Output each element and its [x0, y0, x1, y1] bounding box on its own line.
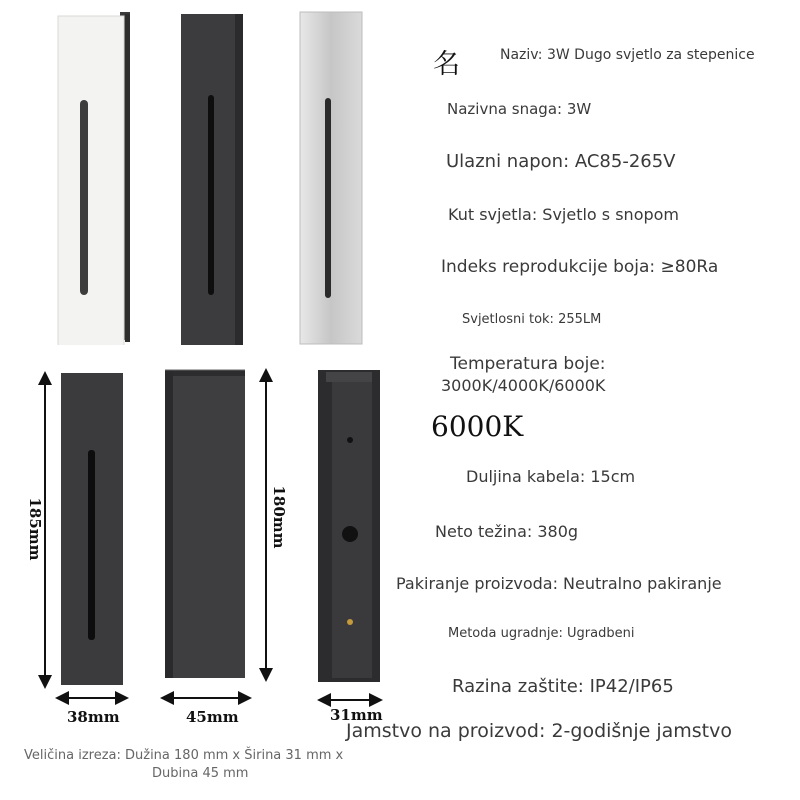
cutout-size-line1: Veličina izreza: Dužina 180 mm x Širina 31 mm x	[24, 748, 344, 763]
white-light-product-image	[50, 10, 150, 345]
back-view-drawing	[312, 362, 392, 717]
width-front-label: 38mm	[67, 708, 120, 726]
spec-temp-highlight: 6000K	[431, 410, 524, 443]
spec-weight: Neto težina: 380g	[435, 522, 579, 541]
height-side-label: 180mm	[270, 485, 288, 549]
spec-warranty: Jamstvo na proizvod: 2-godišnje jamstvo	[346, 720, 733, 742]
spec-cable: Duljina kabela: 15cm	[466, 467, 636, 486]
front-view-drawing	[30, 360, 140, 715]
spec-power: Nazivna snaga: 3W	[447, 100, 592, 118]
side-view-drawing	[155, 360, 280, 720]
spec-beam: Kut svjetla: Svjetlo s snopom	[448, 205, 680, 224]
name-glyph: 名	[433, 49, 460, 80]
silver-light-product-image	[295, 10, 370, 345]
spec-flux: Svjetlosni tok: 255LM	[462, 312, 602, 327]
spec-temp-line2: 3000K/4000K/6000K	[441, 376, 606, 395]
width-back-label: 31mm	[330, 706, 383, 724]
spec-temp-line1: Temperatura boje:	[450, 354, 606, 374]
height-front-label: 185mm	[26, 497, 44, 561]
spec-mounting: Metoda ugradnje: Ugradbeni	[448, 626, 635, 641]
spec-packaging: Pakiranje proizvoda: Neutralno pakiranje	[396, 574, 722, 593]
spec-voltage: Ulazni napon: AC85-265V	[446, 151, 676, 172]
spec-name: Naziv: 3W Dugo svjetlo za stepenice	[500, 47, 755, 63]
black-light-product-image	[175, 10, 255, 345]
cutout-size-line2: Dubina 45 mm	[152, 766, 249, 781]
spec-cri: Indeks reprodukcije boja: ≥80Ra	[441, 257, 719, 277]
width-side-label: 45mm	[186, 708, 239, 726]
spec-protection: Razina zaštite: IP42/IP65	[452, 676, 674, 697]
